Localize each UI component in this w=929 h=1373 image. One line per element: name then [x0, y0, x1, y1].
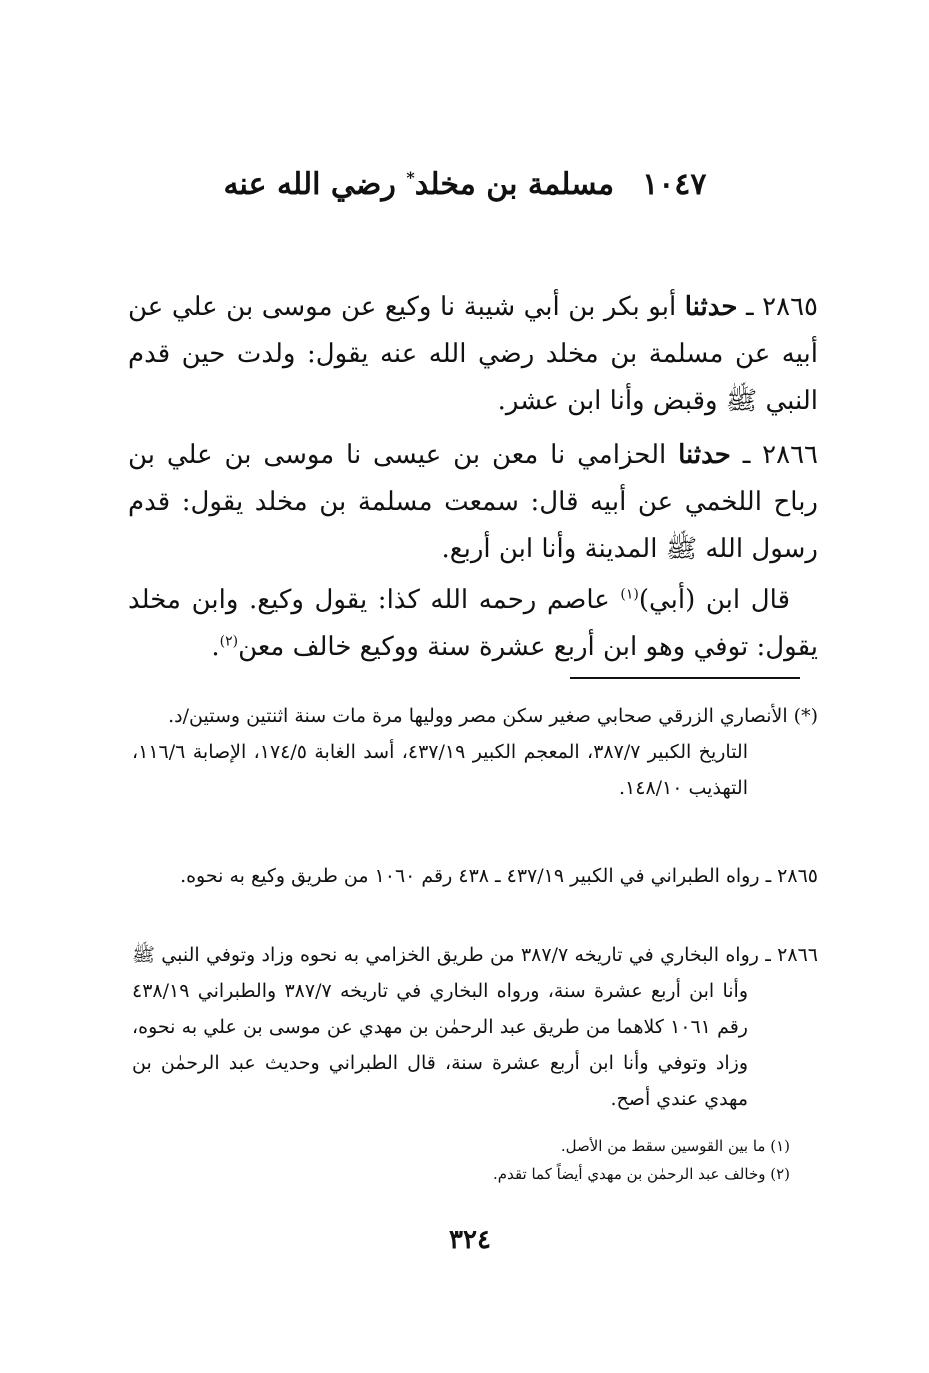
entry-2865 — [128, 284, 818, 425]
heading-star: * — [406, 168, 415, 187]
footnote-star-line: (*) الأنصاري الزرقي صحابي صغير سكن مصر ووليها مرة مات سنة اثنتين وستين/د. — [168, 705, 818, 727]
margin-notes — [330, 1132, 790, 1188]
footnote-biography — [132, 698, 818, 806]
footnote-2865-text: ٢٨٦٥ ـ رواه الطبراني في الكبير ٤٣٧/١٩ ـ ٤٣٨ رقم ١٠٦٠ من طريق وكيع به نحوه. — [180, 865, 818, 887]
comment-part2: عاصم رحمه الله كذا: يقول وكيع. وابن مخلد يقول: توفي وهو ابن أربع عشرة سنة ووكيع خالف معن — [128, 585, 818, 662]
heading-name: مسلمة بن مخلد — [414, 167, 615, 202]
entry-number: ٢٨٦٦ ـ — [742, 440, 819, 470]
footnote-2865 — [132, 858, 818, 894]
chapter-heading — [120, 148, 810, 215]
footnote-ref-1[interactable]: (١) — [620, 586, 639, 603]
margin-note-2: (٢) وخالف عبد الرحمٰن بن مهدي أيضاً كما تقدم. — [493, 1165, 790, 1183]
entry-number: ٢٨٦٥ ـ — [746, 292, 819, 322]
heading-number: ١٠٤٧ — [642, 167, 707, 202]
page-number: ٣٢٤ — [449, 1225, 491, 1255]
commentary-paragraph — [128, 577, 818, 671]
entry-lead: حدثنا — [678, 440, 731, 470]
entry-2866 — [128, 432, 818, 573]
footnote-sources: التاريخ الكبير ٣٨٧/٧، المعجم الكبير ٤٣٧/١٩، أسد الغابة ١٧٤/٥، الإصابة ١١٦/٦، التهذيب ١٤٨/١٠. — [132, 741, 748, 799]
comment-part1: قال ابن (أبي) — [638, 585, 790, 615]
footnote-2866-text: ٢٨٦٦ ـ رواه البخاري في تاريخه ٣٨٧/٧ من طريق الخزامي به نحوه وزاد وتوفي النبي ﷺ وأنا ابن أربع عشرة سنة، ورواه البخاري في تاريخه ٣٨٧/٧ والطبراني ٤٣٨/١٩ رقم ١٠٦١ كلاهما من طريق عبد الرحمٰن بن مهدي عن موسى بن علي به نحوه، وزاد وتوفي وأنا ابن أربع عشرة سنة، قال الطبراني وحديث عبد الرحمٰن بن مهدي عندي أصح. — [132, 944, 818, 1110]
entry-lead: حدثنا — [684, 292, 738, 322]
footnote-ref-2[interactable]: (٢) — [219, 633, 239, 650]
footnote-separator — [570, 677, 800, 679]
entry-text: الحزامي نا معن بن عيسى نا موسى بن علي بن رباح اللخمي عن أبيه قال: سمعت مسلمة بن مخلد يقول: قدم رسول الله ﷺ المدينة وأنا ابن أربع. — [128, 440, 818, 564]
comment-end: . — [211, 632, 220, 662]
margin-note-1: (١) ما بين القوسين سقط من الأصل. — [560, 1137, 790, 1155]
footnote-2866 — [132, 937, 818, 1117]
heading-honorific: رضي الله عنه — [223, 167, 396, 202]
entry-text: أبو بكر بن أبي شيبة نا وكيع عن موسى بن علي عن أبيه عن مسلمة بن مخلد رضي الله عنه يقول: ولدت حين قدم النبي ﷺ وقبض وأنا ابن عشر. — [128, 292, 818, 416]
